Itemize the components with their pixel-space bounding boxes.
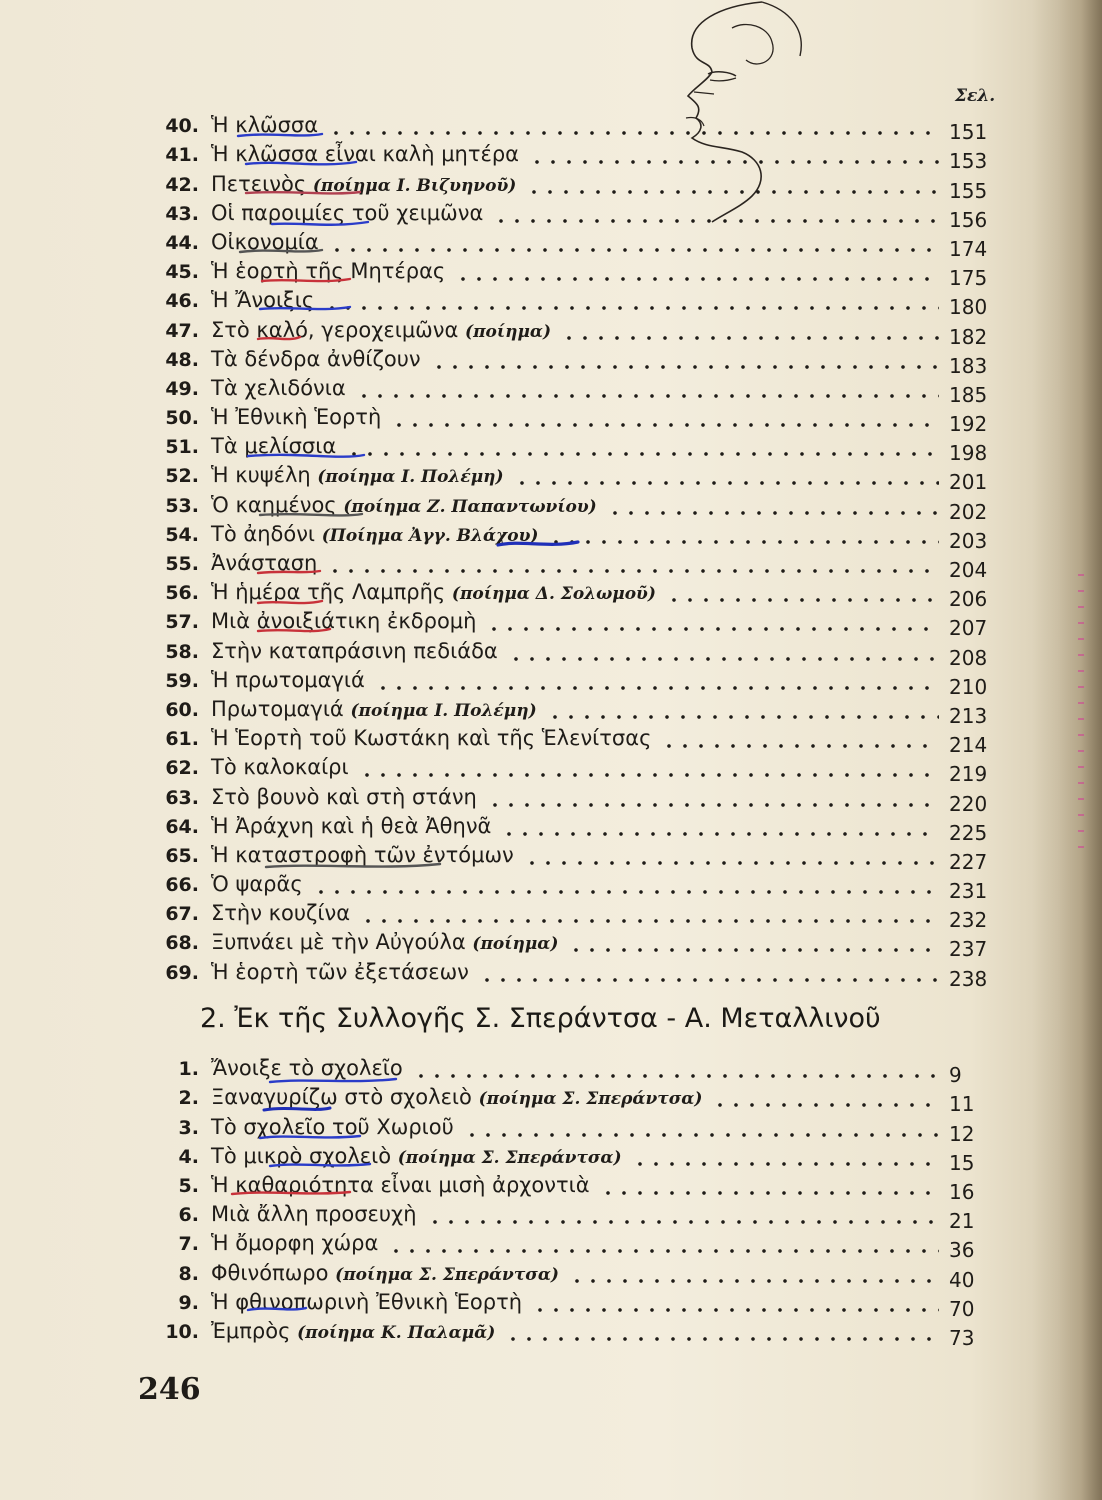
entry-page: 206 <box>949 587 988 612</box>
entry-page: 156 <box>949 207 988 232</box>
section-2-heading: 2. Ἐκ τῆς Συλλογῆς Σ. Σπεράντσα - Α. Μεταλλινοῦ <box>200 1003 881 1034</box>
dot-leader <box>505 1320 939 1342</box>
entry-number: 61. <box>165 728 199 751</box>
toc-entry[interactable] <box>143 545 993 582</box>
toc-entry[interactable] <box>143 107 993 145</box>
entry-number: 45. <box>165 261 199 284</box>
toc-entry[interactable] <box>143 1225 993 1263</box>
entry-number: 58. <box>165 640 199 663</box>
dot-leader <box>548 523 939 545</box>
entry-number: 46. <box>165 290 199 313</box>
dot-leader <box>487 786 939 808</box>
entry-title: Ἐμπρὸς (ποίημα Κ. Παλαμᾶ) <box>211 1318 496 1343</box>
toc-entry[interactable] <box>143 399 993 437</box>
dot-leader <box>356 377 939 399</box>
dot-leader <box>514 464 939 486</box>
toc-entry[interactable] <box>143 195 993 232</box>
entry-number: 60. <box>165 698 199 721</box>
entry-page: 231 <box>949 879 988 904</box>
dot-leader <box>455 260 939 282</box>
entry-title: Ξαναγυρίζω στὸ σχολειὸ (ποίημα Σ. Σπεράντσα) <box>211 1085 703 1110</box>
toc-entry[interactable] <box>143 895 993 933</box>
toc-entry[interactable] <box>143 691 993 728</box>
entry-page: 219 <box>949 762 988 787</box>
toc-entry[interactable] <box>143 428 993 466</box>
entry-number: 5. <box>178 1174 199 1197</box>
entry-title: Τὰ μελίσσια <box>211 434 337 459</box>
entry-title: Οἰκονομία <box>211 229 319 254</box>
toc-entry[interactable] <box>143 165 993 203</box>
entry-number: 47. <box>165 319 199 342</box>
toc-entry[interactable] <box>143 486 993 524</box>
entry-number: 41. <box>165 144 199 167</box>
toc-entry[interactable] <box>143 136 993 174</box>
entry-number: 56. <box>165 582 199 605</box>
dot-leader <box>427 1203 940 1225</box>
entry-title: Πετεινὸς (ποίημα Ι. Βιζυηνοῦ) <box>211 171 517 196</box>
dot-leader <box>661 727 939 749</box>
entry-title: Τὰ χελιδόνια <box>211 375 346 400</box>
dot-leader <box>524 844 939 866</box>
entry-page: 15 <box>949 1150 975 1175</box>
entry-number: 50. <box>165 407 199 430</box>
entry-number: 10. <box>165 1320 199 1343</box>
dot-leader <box>360 902 939 924</box>
dot-leader <box>547 698 939 720</box>
entry-title: Ἡ Ἀράχνη καὶ ἡ θεὰ Ἀθηνᾶ <box>211 813 492 838</box>
dot-leader <box>501 815 939 837</box>
entry-number: 52. <box>165 465 199 488</box>
entry-page: 225 <box>949 820 988 845</box>
dot-leader <box>479 961 939 983</box>
entry-number: 8. <box>178 1262 199 1285</box>
toc-entry[interactable] <box>143 1079 993 1117</box>
entry-title: Ξυπνάει μὲ τὴν Αὐγούλα (ποίημα) <box>211 930 559 955</box>
entry-page: 232 <box>949 908 988 933</box>
entry-title: Φθινόπωρο (ποίημα Σ. Σπεράντσα) <box>211 1260 559 1285</box>
entry-page: 174 <box>949 236 988 261</box>
entry-page: 208 <box>949 645 988 670</box>
dot-leader <box>569 1262 939 1284</box>
dot-leader <box>328 114 939 136</box>
dot-leader <box>327 552 939 574</box>
entry-title: Πρωτομαγιά (ποίημα Ι. Πολέμη) <box>211 696 537 721</box>
toc-entry[interactable] <box>143 924 993 962</box>
page-gutter-shadow <box>1032 0 1102 1500</box>
toc-entry[interactable] <box>143 457 993 495</box>
entry-number: 51. <box>165 436 199 459</box>
entry-page: 202 <box>949 499 988 524</box>
entry-title: Μιὰ ἄλλη προσευχὴ <box>211 1202 417 1227</box>
entry-page: 70 <box>949 1296 975 1321</box>
dot-leader <box>712 1086 939 1108</box>
entry-page: 220 <box>949 791 988 816</box>
entry-page: 11 <box>949 1092 975 1117</box>
toc-entry[interactable] <box>143 253 993 291</box>
entry-page: 203 <box>949 528 988 553</box>
entry-title: Ἡ κλῶσσα <box>211 113 319 138</box>
entry-number: 1. <box>178 1058 199 1081</box>
entry-page: 237 <box>949 937 988 962</box>
toc-entry[interactable] <box>143 778 993 816</box>
entry-number: 42. <box>165 173 199 196</box>
entry-title: Ἡ ἡμέρα τῆς Λαμπρῆς (ποίημα Δ. Σολωμοῦ) <box>211 580 656 605</box>
entry-title: Ἡ καταστροφὴ τῶν ἐντόμων <box>211 842 514 867</box>
dot-leader <box>607 494 939 516</box>
entry-number: 66. <box>165 874 199 897</box>
entry-title: Ἀνάσταση <box>211 551 318 575</box>
dot-leader <box>493 202 939 224</box>
entry-page: 210 <box>949 674 988 699</box>
entry-page: 175 <box>949 266 988 291</box>
entry-number: 9. <box>178 1291 199 1314</box>
entry-page: 204 <box>949 558 988 582</box>
dot-leader <box>413 1057 939 1079</box>
toc-entry[interactable] <box>143 282 993 320</box>
entry-number: 3. <box>178 1116 199 1139</box>
toc-entry[interactable] <box>143 662 993 699</box>
entry-number: 53. <box>165 494 199 517</box>
toc-entry[interactable] <box>143 720 993 758</box>
dot-leader <box>375 669 939 691</box>
entry-number: 67. <box>165 903 199 926</box>
entry-page: 198 <box>949 441 988 466</box>
dot-leader <box>529 143 939 165</box>
entry-number: 4. <box>178 1145 199 1168</box>
dot-leader <box>431 348 939 370</box>
toc-entry[interactable] <box>143 1196 993 1234</box>
toc-entry[interactable] <box>143 1050 993 1088</box>
toc-entry[interactable] <box>143 603 993 641</box>
entry-title: Ἡ κλῶσσα εἶναι καλὴ μητέρα <box>211 142 520 167</box>
entry-page: 183 <box>949 353 988 378</box>
toc-entry[interactable] <box>143 953 993 991</box>
entry-number: 54. <box>165 523 199 546</box>
toc-entry[interactable] <box>143 1313 993 1350</box>
entry-page: 151 <box>949 120 988 145</box>
entry-number: 7. <box>178 1233 199 1256</box>
entry-title: Ὁ καημένος (ποίημα Ζ. Παπαντωνίου) <box>211 492 597 517</box>
page-number: 246 <box>138 1372 201 1407</box>
entry-page: 73 <box>949 1325 975 1350</box>
toc-entry[interactable] <box>143 1284 993 1321</box>
entry-page: 207 <box>949 616 988 641</box>
dot-leader <box>526 173 939 195</box>
entry-number: 43. <box>165 202 199 225</box>
entry-title: Μιὰ ἀνοιξιάτικη ἐκδρομὴ <box>211 609 477 634</box>
entry-page: 238 <box>949 966 988 991</box>
toc-entry[interactable] <box>143 224 993 261</box>
entry-title: Ἄνοιξε τὸ σχολεῖο <box>211 1056 403 1081</box>
entry-page: 180 <box>949 295 988 320</box>
toc-entry[interactable] <box>143 808 993 845</box>
toc-entry[interactable] <box>143 866 993 904</box>
toc-entry[interactable] <box>143 1108 993 1146</box>
entry-number: 40. <box>165 115 199 138</box>
entry-page: 182 <box>949 324 988 349</box>
toc-entry[interactable] <box>143 370 993 407</box>
dot-leader <box>346 435 939 457</box>
entry-page: 213 <box>949 703 988 728</box>
entry-page: 201 <box>949 470 988 495</box>
entry-title: Ἡ Ἑορτὴ τοῦ Κωστάκη καὶ τῆς Ἑλενίτσας <box>211 726 652 751</box>
entry-page: 40 <box>949 1267 975 1292</box>
entry-page: 9 <box>949 1063 962 1088</box>
dot-leader <box>464 1116 939 1138</box>
toc-entry[interactable] <box>143 1167 993 1204</box>
entry-number: 69. <box>165 961 199 984</box>
entry-page: 185 <box>949 382 988 407</box>
entry-page: 153 <box>949 149 988 174</box>
entry-title: Στὴν κουζίνα <box>211 901 351 926</box>
dot-leader <box>532 1291 939 1313</box>
toc-entry[interactable] <box>143 837 993 874</box>
entry-title: Στὸ καλό, γεροχειμῶνα (ποίημα) <box>211 317 552 342</box>
entry-title: Τὸ ἀηδόνι (Ποίημα Ἀγγ. Βλάχου) <box>211 521 539 546</box>
toc-section-2 <box>143 1050 993 1350</box>
toc-entry[interactable] <box>143 341 993 378</box>
entry-title: Ἡ καθαριότητα εἶναι μισὴ ἀρχοντιὰ <box>211 1172 590 1197</box>
dot-leader <box>313 873 939 895</box>
entry-page: 227 <box>949 849 988 874</box>
entry-page: 214 <box>949 733 988 758</box>
entry-number: 62. <box>165 757 199 780</box>
dot-leader <box>391 406 939 428</box>
entry-title: Ἡ Ἐθνικὴ Ἑορτὴ <box>211 405 382 430</box>
pink-marker-edge-marks <box>1078 560 1084 860</box>
entry-title: Ἡ ἑορτὴ τῶν ἐξετάσεων <box>211 959 469 984</box>
page-column-label: Σελ. <box>955 86 996 106</box>
toc-entry[interactable] <box>143 749 993 787</box>
entry-number: 68. <box>165 932 199 955</box>
toc-entry[interactable] <box>143 1138 993 1175</box>
entry-number: 49. <box>165 377 199 400</box>
entry-title: Ἡ κυψέλη (ποίημα Ι. Πολέμη) <box>211 463 504 488</box>
entry-number: 57. <box>165 611 199 634</box>
entry-number: 65. <box>165 844 199 867</box>
entry-number: 64. <box>165 815 199 838</box>
toc-entry[interactable] <box>143 574 993 612</box>
entry-number: 44. <box>165 231 199 254</box>
entry-title: Ἡ ἑορτὴ τῆς Μητέρας <box>211 259 446 284</box>
entry-number: 2. <box>178 1087 199 1110</box>
dot-leader <box>600 1174 939 1196</box>
dot-leader <box>324 289 939 311</box>
dot-leader <box>632 1145 939 1167</box>
toc-entry[interactable] <box>143 632 993 670</box>
entry-title: Τὸ σχολεῖο τοῦ Χωριοῦ <box>211 1114 454 1139</box>
entry-page: 21 <box>949 1209 975 1234</box>
entry-title: Ἡ πρωτομαγιά <box>211 667 365 692</box>
dot-leader <box>329 231 939 253</box>
toc-section-1 <box>143 107 993 991</box>
entry-number: 6. <box>178 1204 199 1227</box>
dot-leader <box>486 610 939 632</box>
entry-title: Τὰ δένδρα ἀνθίζουν <box>211 346 421 371</box>
entry-number: 59. <box>165 669 199 692</box>
toc-entry[interactable] <box>143 311 993 349</box>
entry-page: 155 <box>949 178 988 203</box>
entry-title: Ἡ ὄμορφη χώρα <box>211 1231 379 1256</box>
entry-page: 192 <box>949 412 988 437</box>
entry-number: 48. <box>165 348 199 371</box>
dot-leader <box>568 931 939 953</box>
toc-entry[interactable] <box>143 1254 993 1292</box>
entry-title: Στὴν καταπράσινη πεδιάδα <box>211 638 498 663</box>
dot-leader <box>388 1232 939 1254</box>
entry-title: Ὁ ψαρᾶς <box>211 872 303 897</box>
dot-leader <box>561 319 939 341</box>
entry-page: 12 <box>949 1121 975 1146</box>
entry-title: Ἡ φθινοπωρινὴ Ἐθνικὴ Ἑορτὴ <box>211 1289 523 1314</box>
entry-number: 55. <box>165 553 199 575</box>
entry-page: 16 <box>949 1179 975 1204</box>
dot-leader <box>666 581 939 603</box>
entry-title: Οἱ παροιμίες τοῦ χειμῶνα <box>211 200 484 225</box>
dot-leader <box>508 640 939 662</box>
dot-leader <box>359 756 939 778</box>
entry-title: Τὸ καλοκαίρι <box>211 755 349 780</box>
entry-number: 63. <box>165 786 199 809</box>
entry-title: Τὸ μικρὸ σχολειὸ (ποίημα Σ. Σπεράντσα) <box>211 1143 622 1168</box>
toc-entry[interactable] <box>143 516 993 553</box>
entry-title: Ἡ Ἄνοιξις <box>211 288 315 313</box>
entry-page: 36 <box>949 1238 975 1263</box>
entry-title: Στὸ βουνὸ καὶ στὴ στάνη <box>211 784 477 809</box>
